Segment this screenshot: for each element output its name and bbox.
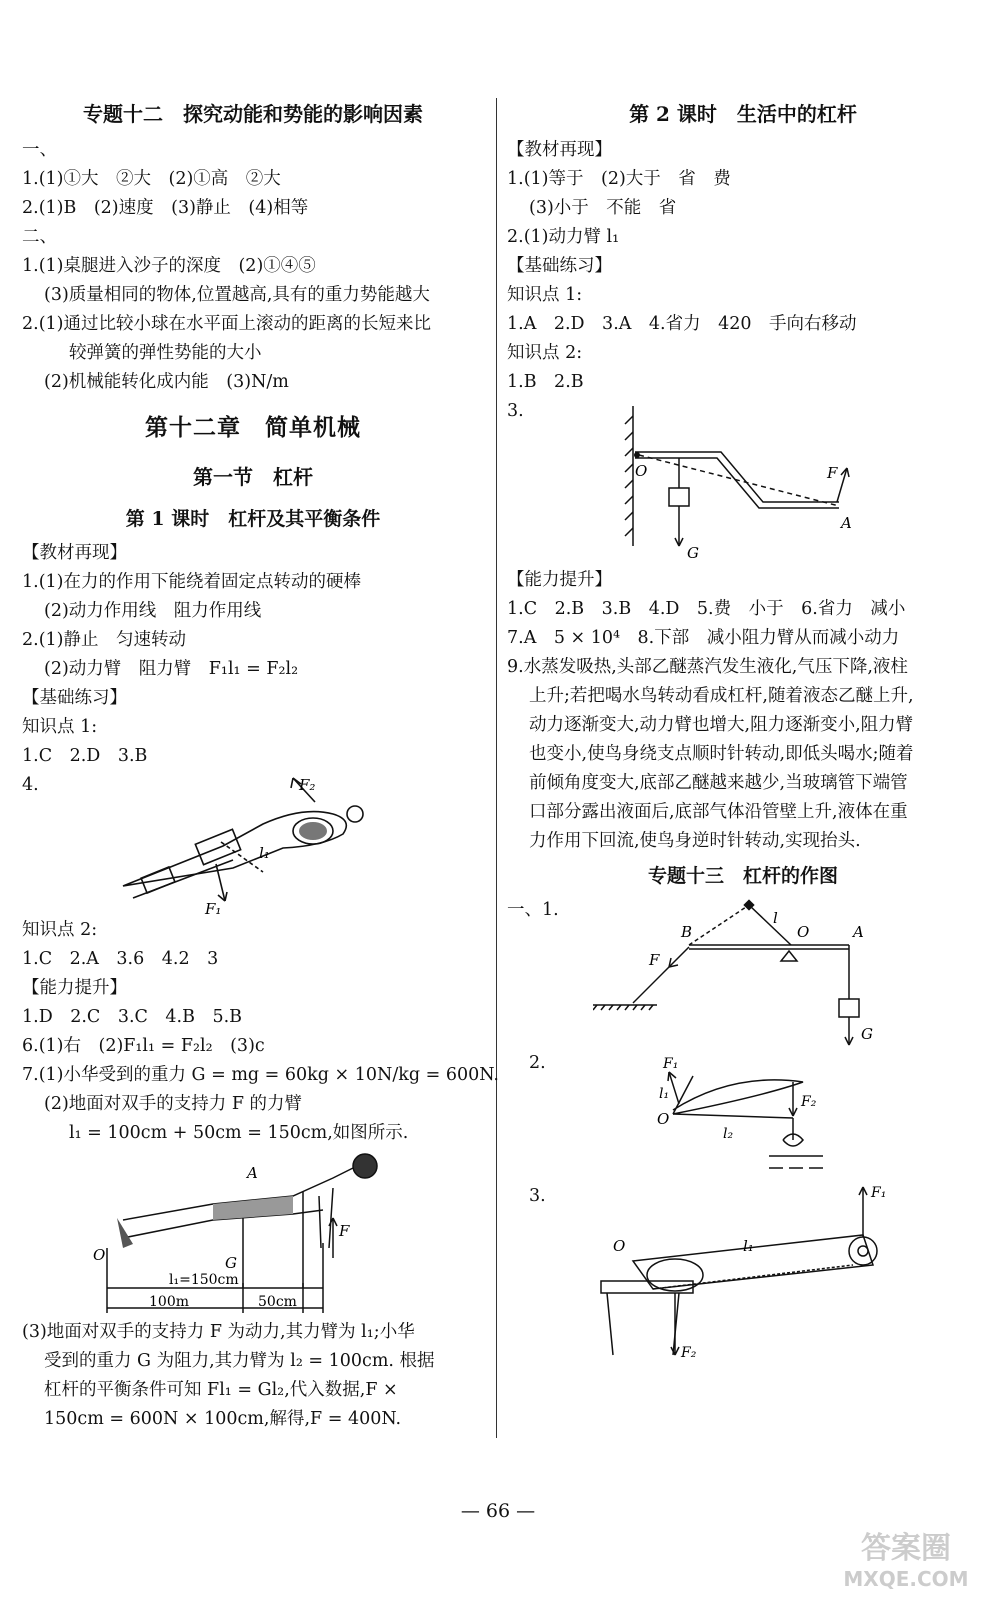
answer-line: 【教材再现】 xyxy=(22,543,127,563)
pushup-figure xyxy=(93,1148,413,1318)
answer-line: (3)质量相同的物体,位置越高,具有的重力势能越大 xyxy=(44,285,430,305)
answer-line: 1.(1)桌腿进入沙子的深度 (2)①④⑤ xyxy=(22,256,316,276)
answer-line: 力作用下回流,使鸟身逆时针转动,实现抬头. xyxy=(529,831,861,851)
answer-line: 知识点 2: xyxy=(22,920,98,940)
answer-line: 1.(1)在力的作用下能绕着固定点转动的硬棒 xyxy=(22,572,361,592)
label-l: l xyxy=(773,909,778,927)
label-o: O xyxy=(797,923,810,941)
label-o: O xyxy=(657,1110,670,1128)
label-o: O xyxy=(613,1237,626,1255)
chapter-title: 第十二章 简单机械 xyxy=(145,414,361,441)
label-l1: l₁ xyxy=(659,1086,670,1102)
answer-line: 9.水蒸发吸热,头部乙醚蒸汽发生液化,气压下降,液柱 xyxy=(507,657,908,677)
watermark-text-2: MXQE.COM xyxy=(843,1567,969,1591)
label-f: F xyxy=(339,1222,350,1240)
answer-line: 口部分露出液面后,底部气体沿管壁上升,液体在重 xyxy=(529,802,908,822)
label-f1: F₁ xyxy=(205,900,222,916)
answer-line: 150cm = 600N × 100cm,解得,F = 400N. xyxy=(44,1409,402,1429)
answer-line: 2.(1)静止 匀速转动 xyxy=(22,630,186,650)
label-f2: F₂ xyxy=(299,776,316,794)
label-l1: l₁ xyxy=(743,1237,754,1255)
lesson1-title: 第 1 课时 杠杆及其平衡条件 xyxy=(125,508,381,530)
answer-line: 动力逐渐变大,动力臂也增大,阻力逐渐变小,阻力臂 xyxy=(529,715,914,735)
answer-line: (3)地面对双手的支持力 F 为动力,其力臂为 l₁;小华 xyxy=(22,1322,415,1342)
answer-line: 【基础练习】 xyxy=(507,256,612,276)
page-number: — 66 — xyxy=(460,1500,536,1522)
answer-line: 7.A 5 × 10⁴ 8.下部 减小阻力臂从而减小动力 xyxy=(507,628,900,648)
answer-line: 【基础练习】 xyxy=(22,688,127,708)
column-divider xyxy=(496,98,497,1438)
section-title: 第一节 杠杆 xyxy=(193,465,313,489)
watermark-logo xyxy=(826,1526,986,1594)
label-o: O xyxy=(635,462,648,480)
label-l1-dim: l₁=150cm xyxy=(169,1272,239,1288)
answer-line: 较弹簧的弹性势能的大小 xyxy=(69,343,262,363)
answer-line: 1.C 2.D 3.B xyxy=(22,746,148,766)
answer-line: 一、 xyxy=(22,140,57,160)
answer-line: 上升;若把喝水鸟转动看成杠杆,随着液态乙醚上升, xyxy=(529,686,914,706)
watermark-text-1: 答案圈 xyxy=(861,1531,951,1566)
answer-line: 知识点 1: xyxy=(507,285,583,305)
answer-line: 7.(1)小华受到的重力 G = mg = 60kg × 10N/kg = 600N. xyxy=(22,1065,499,1085)
label-f1: F₁ xyxy=(871,1185,887,1201)
lesson1-answers-b xyxy=(22,916,499,1148)
label-a: A xyxy=(247,1164,258,1182)
answer-line: 4. xyxy=(22,775,39,795)
answer-line: (2)动力臂 阻力臂 F₁l₁ = F₂l₂ xyxy=(44,659,299,679)
answer-line: 1.(1)①大 ②大 (2)①高 ②大 xyxy=(22,169,281,189)
answer-line: 1.D 2.C 3.C 4.B 5.B xyxy=(22,1007,243,1027)
lever-drawing-3 xyxy=(583,1185,903,1365)
label-f: F xyxy=(649,951,660,969)
label-g: G xyxy=(225,1254,237,1272)
topic13-title: 专题十三 杠杆的作图 xyxy=(647,865,838,887)
label-f: F xyxy=(827,464,838,482)
topic12-title: 专题十二 探究动能和势能的影响因素 xyxy=(83,102,423,126)
lever-drawing-1 xyxy=(593,899,893,1049)
answer-line: 【教材再现】 xyxy=(507,140,612,160)
answer-line: 杠杆的平衡条件可知 Fl₁ = Gl₂,代入数据,F × xyxy=(44,1380,398,1400)
answer-line: 1.C 2.B 3.B 4.D 5.费 小于 6.省力 减小 xyxy=(507,599,906,619)
wall-lever-figure xyxy=(613,406,873,566)
label-b: B xyxy=(681,923,693,941)
label-l1: l₁ xyxy=(259,844,270,862)
answer-line: 前倾角度变大,底部乙醚越来越少,当玻璃管下端管 xyxy=(529,773,908,793)
lesson1-answers-c xyxy=(22,1318,484,1434)
label-a: A xyxy=(853,923,864,941)
lesson2-answers-a xyxy=(507,136,979,426)
label-g: G xyxy=(861,1025,873,1043)
answer-line: 1.A 2.D 3.A 4.省力 420 手向右移动 xyxy=(507,314,857,334)
lesson1-answers-a xyxy=(22,539,484,800)
answer-line: 2.(1)通过比较小球在水平面上滚动的距离的长短来比 xyxy=(22,314,431,334)
label-f2: F₂ xyxy=(801,1094,817,1110)
answer-line: (2)机械能转化成内能 (3)N/m xyxy=(44,372,289,392)
answer-line: 3. xyxy=(507,401,524,421)
answer-line: 3. xyxy=(529,1186,546,1206)
answer-line: 一、1. xyxy=(507,900,559,920)
label-g: G xyxy=(687,544,699,562)
lever-drawing-2 xyxy=(633,1052,853,1182)
answer-line: 1.(1)等于 (2)大于 省 费 xyxy=(507,169,731,189)
answer-line: 知识点 1: xyxy=(22,717,98,737)
left-column xyxy=(22,92,499,1434)
lesson2-title: 第 2 课时 生活中的杠杆 xyxy=(629,102,857,126)
answer-line: 知识点 2: xyxy=(507,343,583,363)
answer-line: (3)小于 不能 省 xyxy=(529,198,677,218)
label-f1: F₁ xyxy=(663,1056,679,1072)
answer-line: 1.C 2.A 3.6 4.2 3 xyxy=(22,949,219,969)
answer-line: 【能力提升】 xyxy=(507,570,612,590)
answer-line: 2.(1)动力臂 l₁ xyxy=(507,227,620,247)
answer-line: 1.B 2.B xyxy=(507,372,584,392)
answer-line: (2)地面对双手的支持力 F 的力臂 xyxy=(44,1094,303,1114)
answer-line: l₁ = 100cm + 50cm = 150cm,如图所示. xyxy=(69,1123,409,1143)
answer-line: 2. xyxy=(529,1053,546,1073)
answer-line: 6.(1)右 (2)F₁l₁ = F₂l₂ (3)c xyxy=(22,1036,265,1056)
label-o: O xyxy=(93,1246,106,1264)
lesson2-answers-b xyxy=(507,566,979,653)
answer-line: 【能力提升】 xyxy=(22,978,127,998)
label-f2: F₂ xyxy=(681,1345,697,1361)
answer-line: 受到的重力 G 为阻力,其力臂为 l₂ = 100cm. 根据 xyxy=(44,1351,435,1371)
answer-line: (2)动力作用线 阻力作用线 xyxy=(44,601,262,621)
label-a: A xyxy=(841,514,852,532)
nutcracker-figure xyxy=(103,776,403,916)
right-column xyxy=(507,92,979,1365)
answer-line: 2.(1)B (2)速度 (3)静止 (4)相等 xyxy=(22,198,309,218)
topic12-answers xyxy=(22,136,484,397)
label-50cm: 50cm xyxy=(258,1294,297,1310)
answer-line: 二、 xyxy=(22,227,57,247)
q9-answer xyxy=(507,653,979,856)
answer-line: 也变小,使鸟身绕支点顺时针转动,即低头喝水;随着 xyxy=(529,744,914,764)
label-100m: 100m xyxy=(149,1294,189,1310)
label-l2: l₂ xyxy=(723,1126,734,1142)
